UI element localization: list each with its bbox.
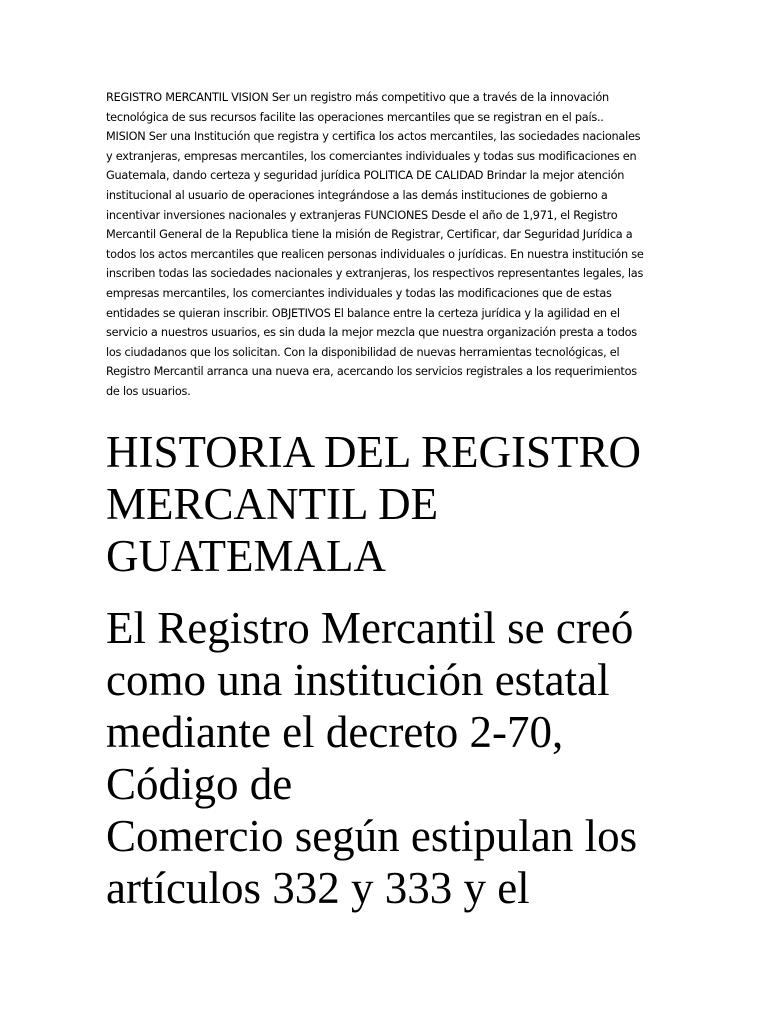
intro-paragraph: REGISTRO MERCANTIL VISION Ser un registro más competitivo que a través de la innovación tecnológica de sus recursos facilite las operaciones mercantiles que se registran en el país.. MISION Ser una Institución que registra y certifica los actos mercantiles, las sociedades nacionales y extranjeras, empresas mercantiles, los comerciantes individuales y todas sus modificaciones en Guatemala, dando certeza y seguridad jurídica POLITICA DE CALIDAD Brindar la mejor atención institucional al usuario de operaciones integrándose a las demás instituciones de gobierno a incentivar inversiones nacionales y extranjeras FUNCIONES Desde el año de 1,971, el Registro Mercantil General de la Republica tiene la misión de Registrar, Certificar, dar Seguridad Jurídica a todos los actos mercantiles que realicen personas individuales o jurídicas. En nuestra institución se inscriben todas las sociedades nacionales y extranjeras, los respectivos representantes legales, las empresas mercantiles, los comerciantes individuales y todas las modificaciones que de estas entidades se quieran inscribir. OBJETIVOS El balance entre la certeza jurídica y la agilidad en el servicio a nuestros usuarios, es sin duda la mejor mezcla que nuestra organización presta a todos los ciudadanos que los solicitan. Con la disponibilidad de nuevas herramientas tecnológicas, el Registro Mercantil arranca una nueva era, acercando los servicios registrales a los requerimientos de los usuarios. xyxy=(106,91,644,398)
document-page xyxy=(106,88,666,914)
section-heading: HISTORIA DEL REGISTRO MERCANTIL DE GUATEMALA xyxy=(106,426,642,581)
body-paragraph: El Registro Mercantil se creó como una institución estatal mediante el decreto 2-70, Código de Comercio según estipulan los artículos 332 y 333 y el xyxy=(106,602,638,913)
